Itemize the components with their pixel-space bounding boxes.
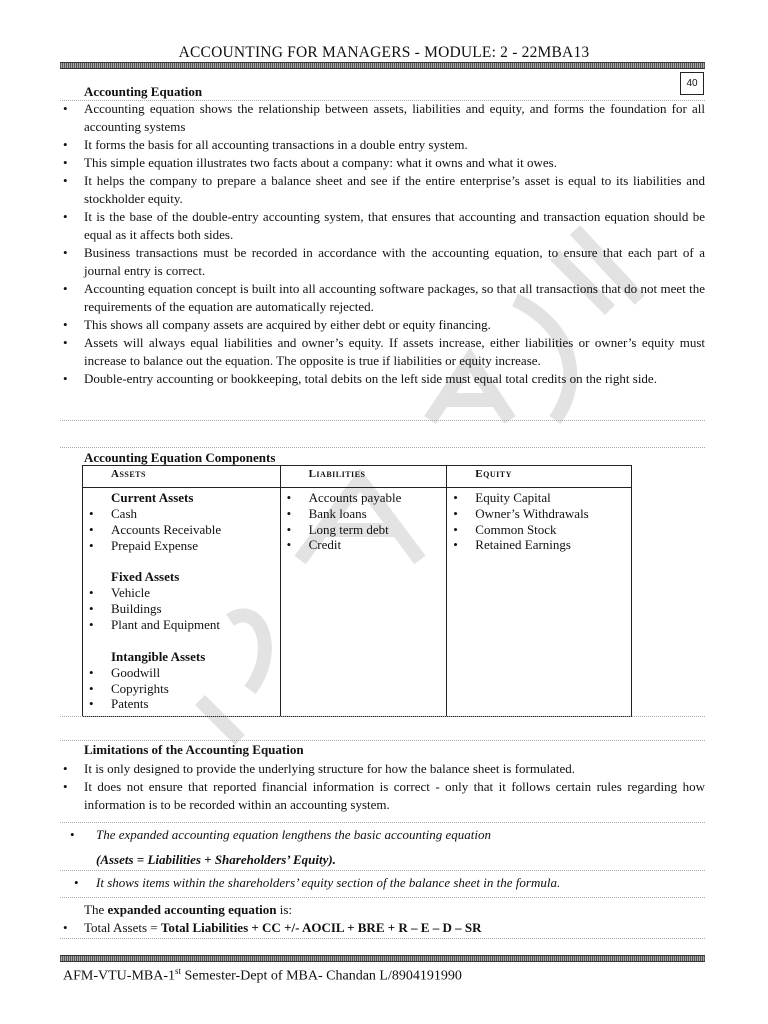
intro-end-text: is: xyxy=(276,902,293,917)
limitations-bullet-list xyxy=(60,760,705,814)
intro-bold-text: expanded accounting equation xyxy=(107,902,277,917)
list-item: • Goodwill xyxy=(87,665,276,681)
list-item: • Business transactions must be recorded in accordance with the accounting equation, to ensure that each part of a journal entry is correct. xyxy=(60,244,705,280)
list-item: • Accounts Receivable xyxy=(87,522,276,538)
list-item: • Accounting equation shows the relationship between assets, liabilities and equity, and forms the foundation for all accounting systems xyxy=(60,100,705,136)
footer-rule xyxy=(60,955,705,962)
expanded-equation-note: The expanded accounting equation lengthens the basic accounting equation xyxy=(96,827,491,842)
section-heading-components: Accounting Equation Components xyxy=(84,450,276,465)
intro-text: The xyxy=(84,902,108,917)
expanded-equation-intro xyxy=(84,902,292,918)
table-header-row xyxy=(83,466,632,488)
fixed-assets-list xyxy=(87,585,276,632)
divider xyxy=(60,740,705,741)
list-item: • Vehicle xyxy=(87,585,276,601)
assets-cell xyxy=(83,488,281,717)
list-item: • Credit xyxy=(285,537,443,553)
list-item: • Assets will always equal liabilities and owner’s equity. If assets increase, either liabilities or owner’s equity must increase to balance out the equation. The opposite is true if liabilities or equity increase. xyxy=(60,334,705,370)
equity-cell xyxy=(447,488,632,717)
current-assets-heading: Current Assets xyxy=(111,490,194,505)
list-item: • Prepaid Expense xyxy=(87,538,276,554)
column-header-liabilities: Liabilities xyxy=(280,466,447,488)
table-row xyxy=(83,488,632,717)
divider xyxy=(60,938,705,939)
list-item: • Accounts payable xyxy=(285,490,443,506)
list-item: • Plant and Equipment xyxy=(87,617,276,633)
list-item: • Owner’s Withdrawals xyxy=(451,506,627,522)
section-heading-accounting-equation: Accounting Equation xyxy=(84,84,203,99)
list-item: • Patents xyxy=(87,696,276,712)
equity-list xyxy=(451,490,627,553)
document-footer xyxy=(63,966,462,985)
list-item: • It is only designed to provide the underlying structure for how the balance sheet is formulated. xyxy=(60,760,705,778)
accounting-equation-bullet-list xyxy=(60,100,705,388)
list-item: • Bank loans xyxy=(285,506,443,522)
page-number-box: 40 xyxy=(680,72,704,95)
footer-text: AFM-VTU-MBA-1 xyxy=(63,968,175,984)
header-rule xyxy=(60,62,705,69)
footer-text-end: Semester-Dept of MBA- Chandan L/8904191990 xyxy=(181,968,462,984)
components-table xyxy=(82,465,632,717)
bullet-glyph: • xyxy=(74,875,79,890)
bullet-glyph: • xyxy=(70,827,75,842)
fixed-assets-heading: Fixed Assets xyxy=(111,569,180,585)
total-assets-label: Total Assets = xyxy=(84,920,161,935)
shareholders-equity-note: It shows items within the shareholders’ equity section of the balance sheet in the formula. xyxy=(96,875,561,890)
current-assets-list xyxy=(87,506,276,553)
list-item: • Common Stock xyxy=(451,522,627,538)
bullet-glyph: • xyxy=(63,920,68,935)
divider xyxy=(60,897,705,898)
document-header-title: ACCOUNTING FOR MANAGERS - MODULE: 2 - 22MBA13 xyxy=(178,44,590,61)
section-heading-limitations: Limitations of the Accounting Equation xyxy=(84,742,304,757)
divider xyxy=(60,716,705,717)
expanded-equation-formula xyxy=(60,920,481,936)
list-item: • Retained Earnings xyxy=(451,537,627,553)
divider xyxy=(60,822,705,823)
intangible-assets-list xyxy=(87,665,276,712)
intangible-assets-heading: Intangible Assets xyxy=(111,648,206,664)
list-item: • Accounting equation concept is built into all accounting software packages, so that all transactions that do not meet the requirements of the equation are automatically rejected. xyxy=(60,280,705,316)
list-item: • It helps the company to prepare a balance sheet and see if the entire enterprise’s asset is equal to its liabilities and stockholder equity. xyxy=(60,172,705,208)
list-item: • Long term debt xyxy=(285,522,443,538)
divider xyxy=(60,870,705,871)
total-formula-bold: Total Liabilities + CC +/- AOCIL + BRE + R – E – D – SR xyxy=(160,920,482,935)
divider xyxy=(60,447,705,448)
liabilities-list xyxy=(285,490,443,553)
list-item: • Copyrights xyxy=(87,681,276,697)
list-item: • Buildings xyxy=(87,601,276,617)
list-item: • Double-entry accounting or bookkeeping, total debits on the left side must equal total credits on the right side. xyxy=(60,370,705,388)
list-item: • This shows all company assets are acquired by either debt or equity financing. xyxy=(60,316,705,334)
list-item: • It does not ensure that reported financial information is correct - only that it follows certain rules regarding how information is to be recorded within an accounting system. xyxy=(60,778,705,814)
liabilities-cell xyxy=(280,488,447,717)
list-item: • This simple equation illustrates two facts about a company: what it owns and what it owes. xyxy=(60,154,705,172)
list-item: • It forms the basis for all accounting transactions in a double entry system. xyxy=(60,136,705,154)
list-item: • It is the base of the double-entry accounting system, that ensures that accounting and transaction equation should be equal as it affects both sides. xyxy=(60,208,705,244)
column-header-equity: Equity xyxy=(447,466,632,488)
list-item: • Cash xyxy=(87,506,276,522)
basic-equation-formula: (Assets = Liabilities + Shareholders’ Equity). xyxy=(96,852,336,867)
list-item: • Equity Capital xyxy=(451,490,627,506)
column-header-assets: Assets xyxy=(83,466,281,488)
footer-superscript: st xyxy=(175,966,182,976)
divider xyxy=(60,420,705,421)
